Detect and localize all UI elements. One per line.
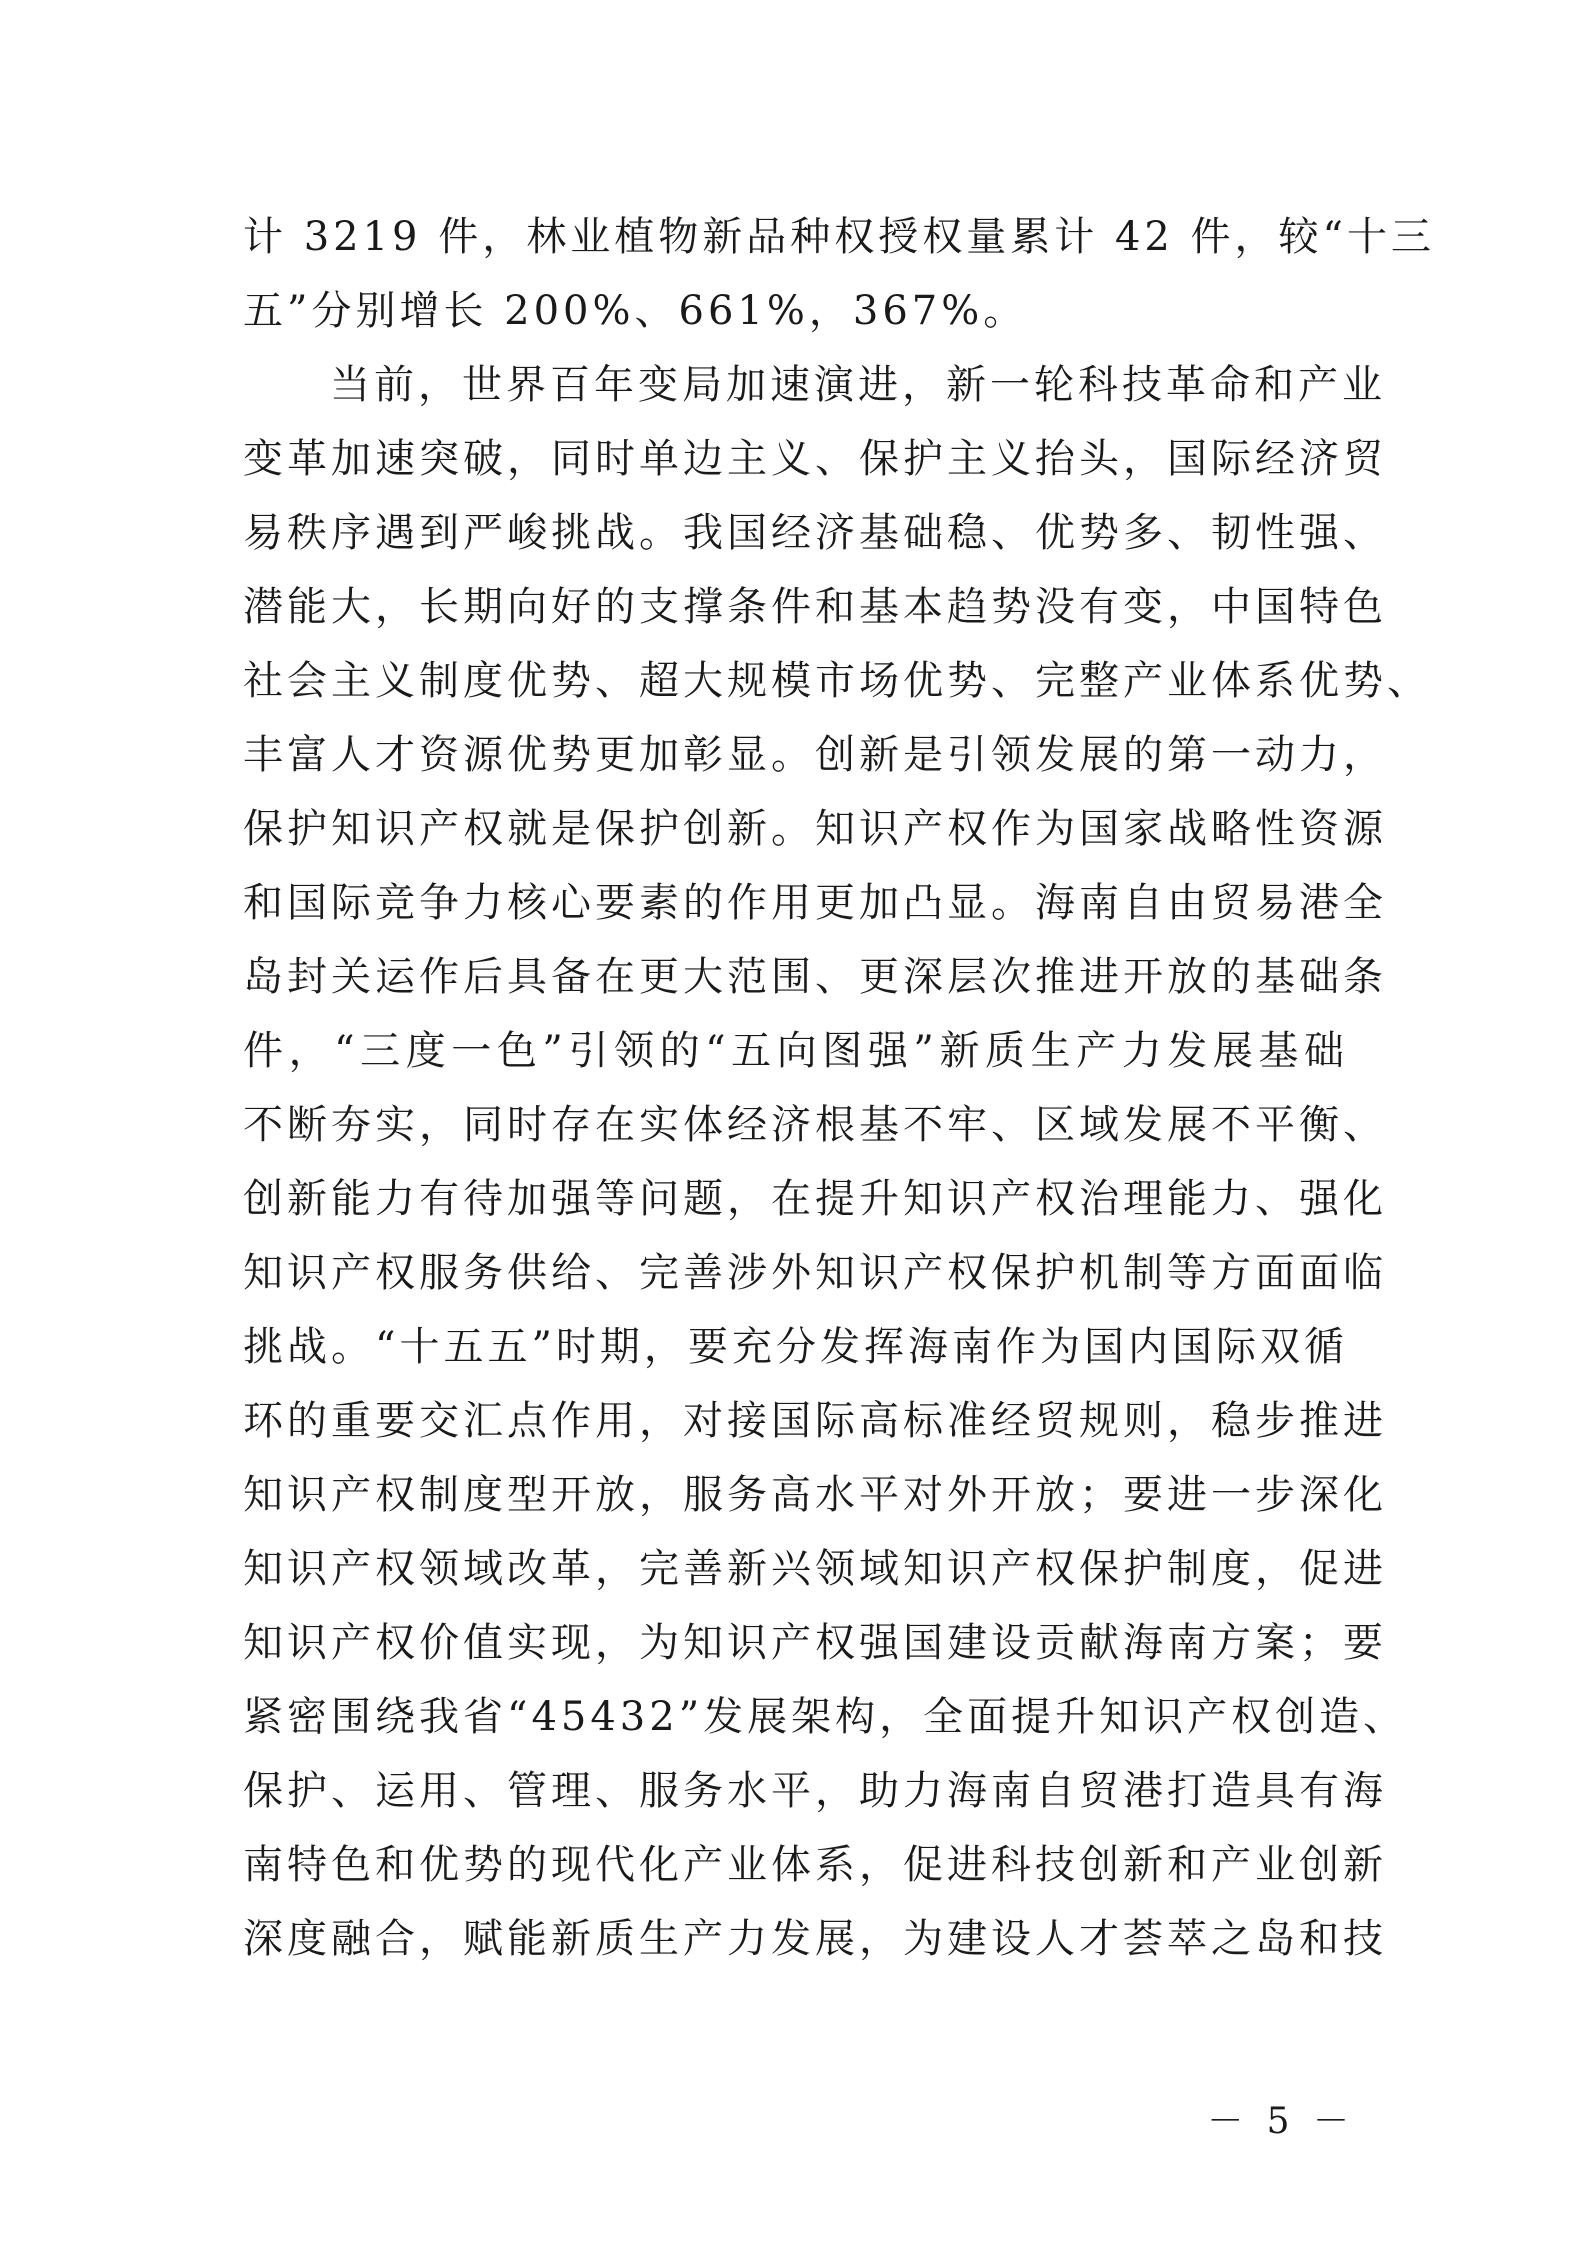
- text-line: 深度融合，赋能新质生产力发展，为建设人才荟萃之岛和技: [243, 1916, 1387, 1962]
- text-line: 件，“三度一色”引领的“五向图强”新质生产力发展基础: [243, 1028, 1348, 1074]
- text-line: 潜能大，长期向好的支撑条件和基本趋势没有变，中国特色: [243, 584, 1387, 630]
- text-line: 岛封关运作后具备在更大范围、更深层次推进开放的基础条: [243, 954, 1387, 1000]
- text-line: 社会主义制度优势、超大规模市场优势、完整产业体系优势、: [243, 658, 1431, 704]
- text-line: 不断夯实，同时存在实体经济根基不牢、区域发展不平衡、: [243, 1102, 1387, 1148]
- paragraph-first-line: 当前，世界百年变局加速演进，新一轮科技革命和产业: [330, 362, 1386, 408]
- text-line: 知识产权服务供给、完善涉外知识产权保护机制等方面面临: [243, 1250, 1387, 1296]
- text-line: 易秩序遇到严峻挑战。我国经济基础稳、优势多、韧性强、: [243, 510, 1387, 556]
- text-line: 五”分别增长 200%、661%，367%。: [243, 288, 1028, 334]
- text-line: 知识产权领域改革，完善新兴领域知识产权保护制度，促进: [243, 1546, 1387, 1592]
- text-line: 知识产权制度型开放，服务高水平对外开放；要进一步深化: [243, 1472, 1387, 1518]
- text-line: 保护知识产权就是保护创新。知识产权作为国家战略性资源: [243, 806, 1387, 852]
- text-line: 环的重要交汇点作用，对接国际高标准经贸规则，稳步推进: [243, 1398, 1387, 1444]
- text-line: 南特色和优势的现代化产业体系，促进科技创新和产业创新: [243, 1842, 1387, 1888]
- text-line: 紧密围绕我省“45432”发展架构，全面提升知识产权创造、: [243, 1694, 1408, 1740]
- text-line: 知识产权价值实现，为知识产权强国建设贡献海南方案；要: [243, 1620, 1387, 1666]
- text-line: 挑战。“十五五”时期，要充分发挥海南作为国内国际双循: [243, 1324, 1348, 1370]
- text-line: 和国际竞争力核心要素的作用更加凸显。海南自由贸易港全: [243, 880, 1387, 926]
- page-number: － 5 －: [1207, 2101, 1355, 2142]
- text-line: 保护、运用、管理、服务水平，助力海南自贸港打造具有海: [243, 1768, 1387, 1814]
- text-line: 变革加速突破，同时单边主义、保护主义抬头，国际经济贸: [243, 436, 1387, 482]
- text-line: 计 3219 件，林业植物新品种权授权量累计 42 件，较“十三: [243, 214, 1436, 260]
- text-line: 丰富人才资源优势更加彰显。创新是引领发展的第一动力，: [243, 732, 1387, 778]
- text-line: 创新能力有待加强等问题，在提升知识产权治理能力、强化: [243, 1176, 1387, 1222]
